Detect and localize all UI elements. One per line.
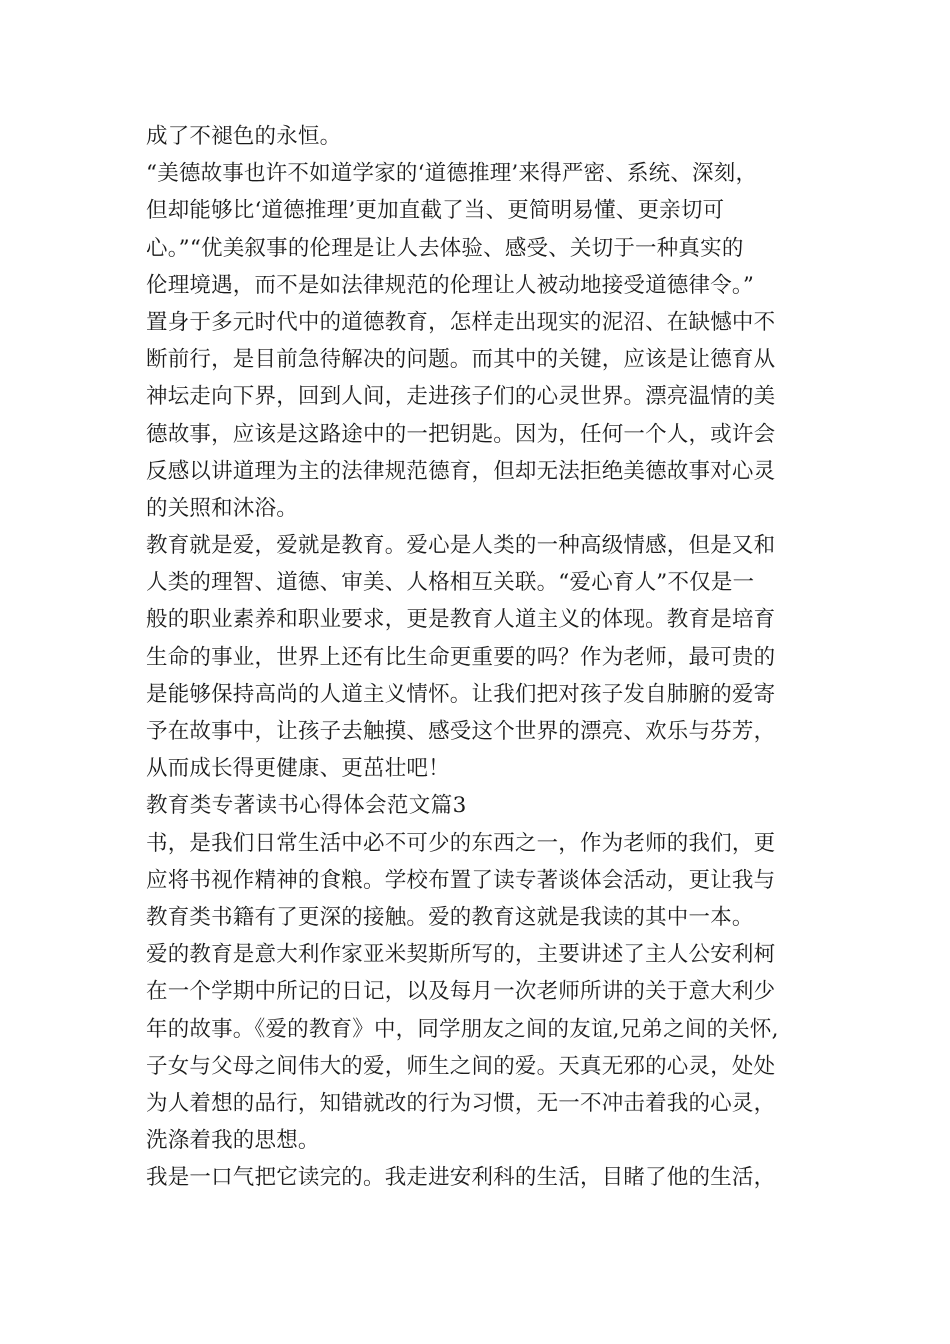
text-line: 教育就是爱，爱就是教育。爱心是人类的一种高级情感，但是又和 <box>146 533 776 559</box>
text-line: 反感以讲道理为主的法律规范德育，但却无法拒绝美德故事对心灵 <box>146 458 776 484</box>
text-line: 神坛走向下界，回到人间，走进孩子们的心灵世界。漂亮温情的美 <box>146 384 776 410</box>
text-line: 从而成长得更健康、更茁壮吧！ <box>146 756 450 782</box>
text-line: 年的故事。《爱的教育》中，同学朋友之间的友谊,兄弟之间的关怀, <box>146 1016 779 1042</box>
text-line: 在一个学期中所记的日记，以及每月一次老师所讲的关于意大利少 <box>146 979 776 1005</box>
text-line: 般的职业素养和职业要求，更是教育人道主义的体现。教育是培育 <box>146 607 776 633</box>
text-line: 为人着想的品行，知错就改的行为习惯，无一不冲击着我的心灵， <box>146 1090 776 1116</box>
section-heading: 教育类专著读书心得体会范文篇3 <box>146 793 467 819</box>
text-line: 生命的事业，世界上还有比生命更重要的吗？作为老师，最可贵的 <box>146 644 776 670</box>
text-line: 书，是我们日常生活中必不可少的东西之一，作为老师的我们，更 <box>146 830 776 856</box>
text-line: 子女与父母之间伟大的爱，师生之间的爱。天真无邪的心灵，处处 <box>146 1053 776 1079</box>
text-line: 是能够保持高尚的人道主义情怀。让我们把对孩子发自肺腑的爱寄 <box>146 681 776 707</box>
text-line: 人类的理智、道德、审美、人格相互关联。“爱心育人”不仅是一 <box>146 570 755 596</box>
text-line: 德故事，应该是这路途中的一把钥匙。因为，任何一个人，或许会 <box>146 421 776 447</box>
text-line: 予在故事中，让孩子去触摸、感受这个世界的漂亮、欢乐与芬芳， <box>146 719 776 744</box>
text-line: 成了不褪色的永恒。 <box>146 124 342 149</box>
text-line: “美德故事也许不如道学家的‘道德推理’来得严密、系统、深刻， <box>146 161 758 187</box>
text-line: 但却能够比‘道德推理’更加直截了当、更简明易懂、更亲切可 <box>146 198 725 224</box>
text-line: 置身于多元时代中的道德教育，怎样走出现实的泥沼、在缺憾中不 <box>146 309 776 335</box>
text-line: 心。”“优美叙事的伦理是让人去体验、感受、关切于一种真实的 <box>146 235 744 261</box>
text-line: 伦理境遇，而不是如法律规范的伦理让人被动地接受道德律令。” <box>146 272 755 298</box>
text-line: 的关照和沐浴。 <box>146 495 298 521</box>
text-line: 洗涤着我的思想。 <box>146 1128 320 1154</box>
text-line: 应将书视作精神的食粮。学校布置了读专著谈体会活动，更让我与 <box>146 867 776 893</box>
text-line: 教育类书籍有了更深的接触。爱的教育这就是我读的其中一本。 <box>146 904 754 930</box>
body-text <box>146 118 846 1196</box>
text-line: 爱的教育是意大利作家亚米契斯所写的，主要讲述了主人公安利柯 <box>146 942 776 968</box>
text-line: 我是一口气把它读完的。我走进安利科的生活，目睹了他的生活， <box>146 1165 776 1191</box>
text-line: 断前行，是目前急待解决的问题。而其中的关键，应该是让德育从 <box>146 347 776 373</box>
